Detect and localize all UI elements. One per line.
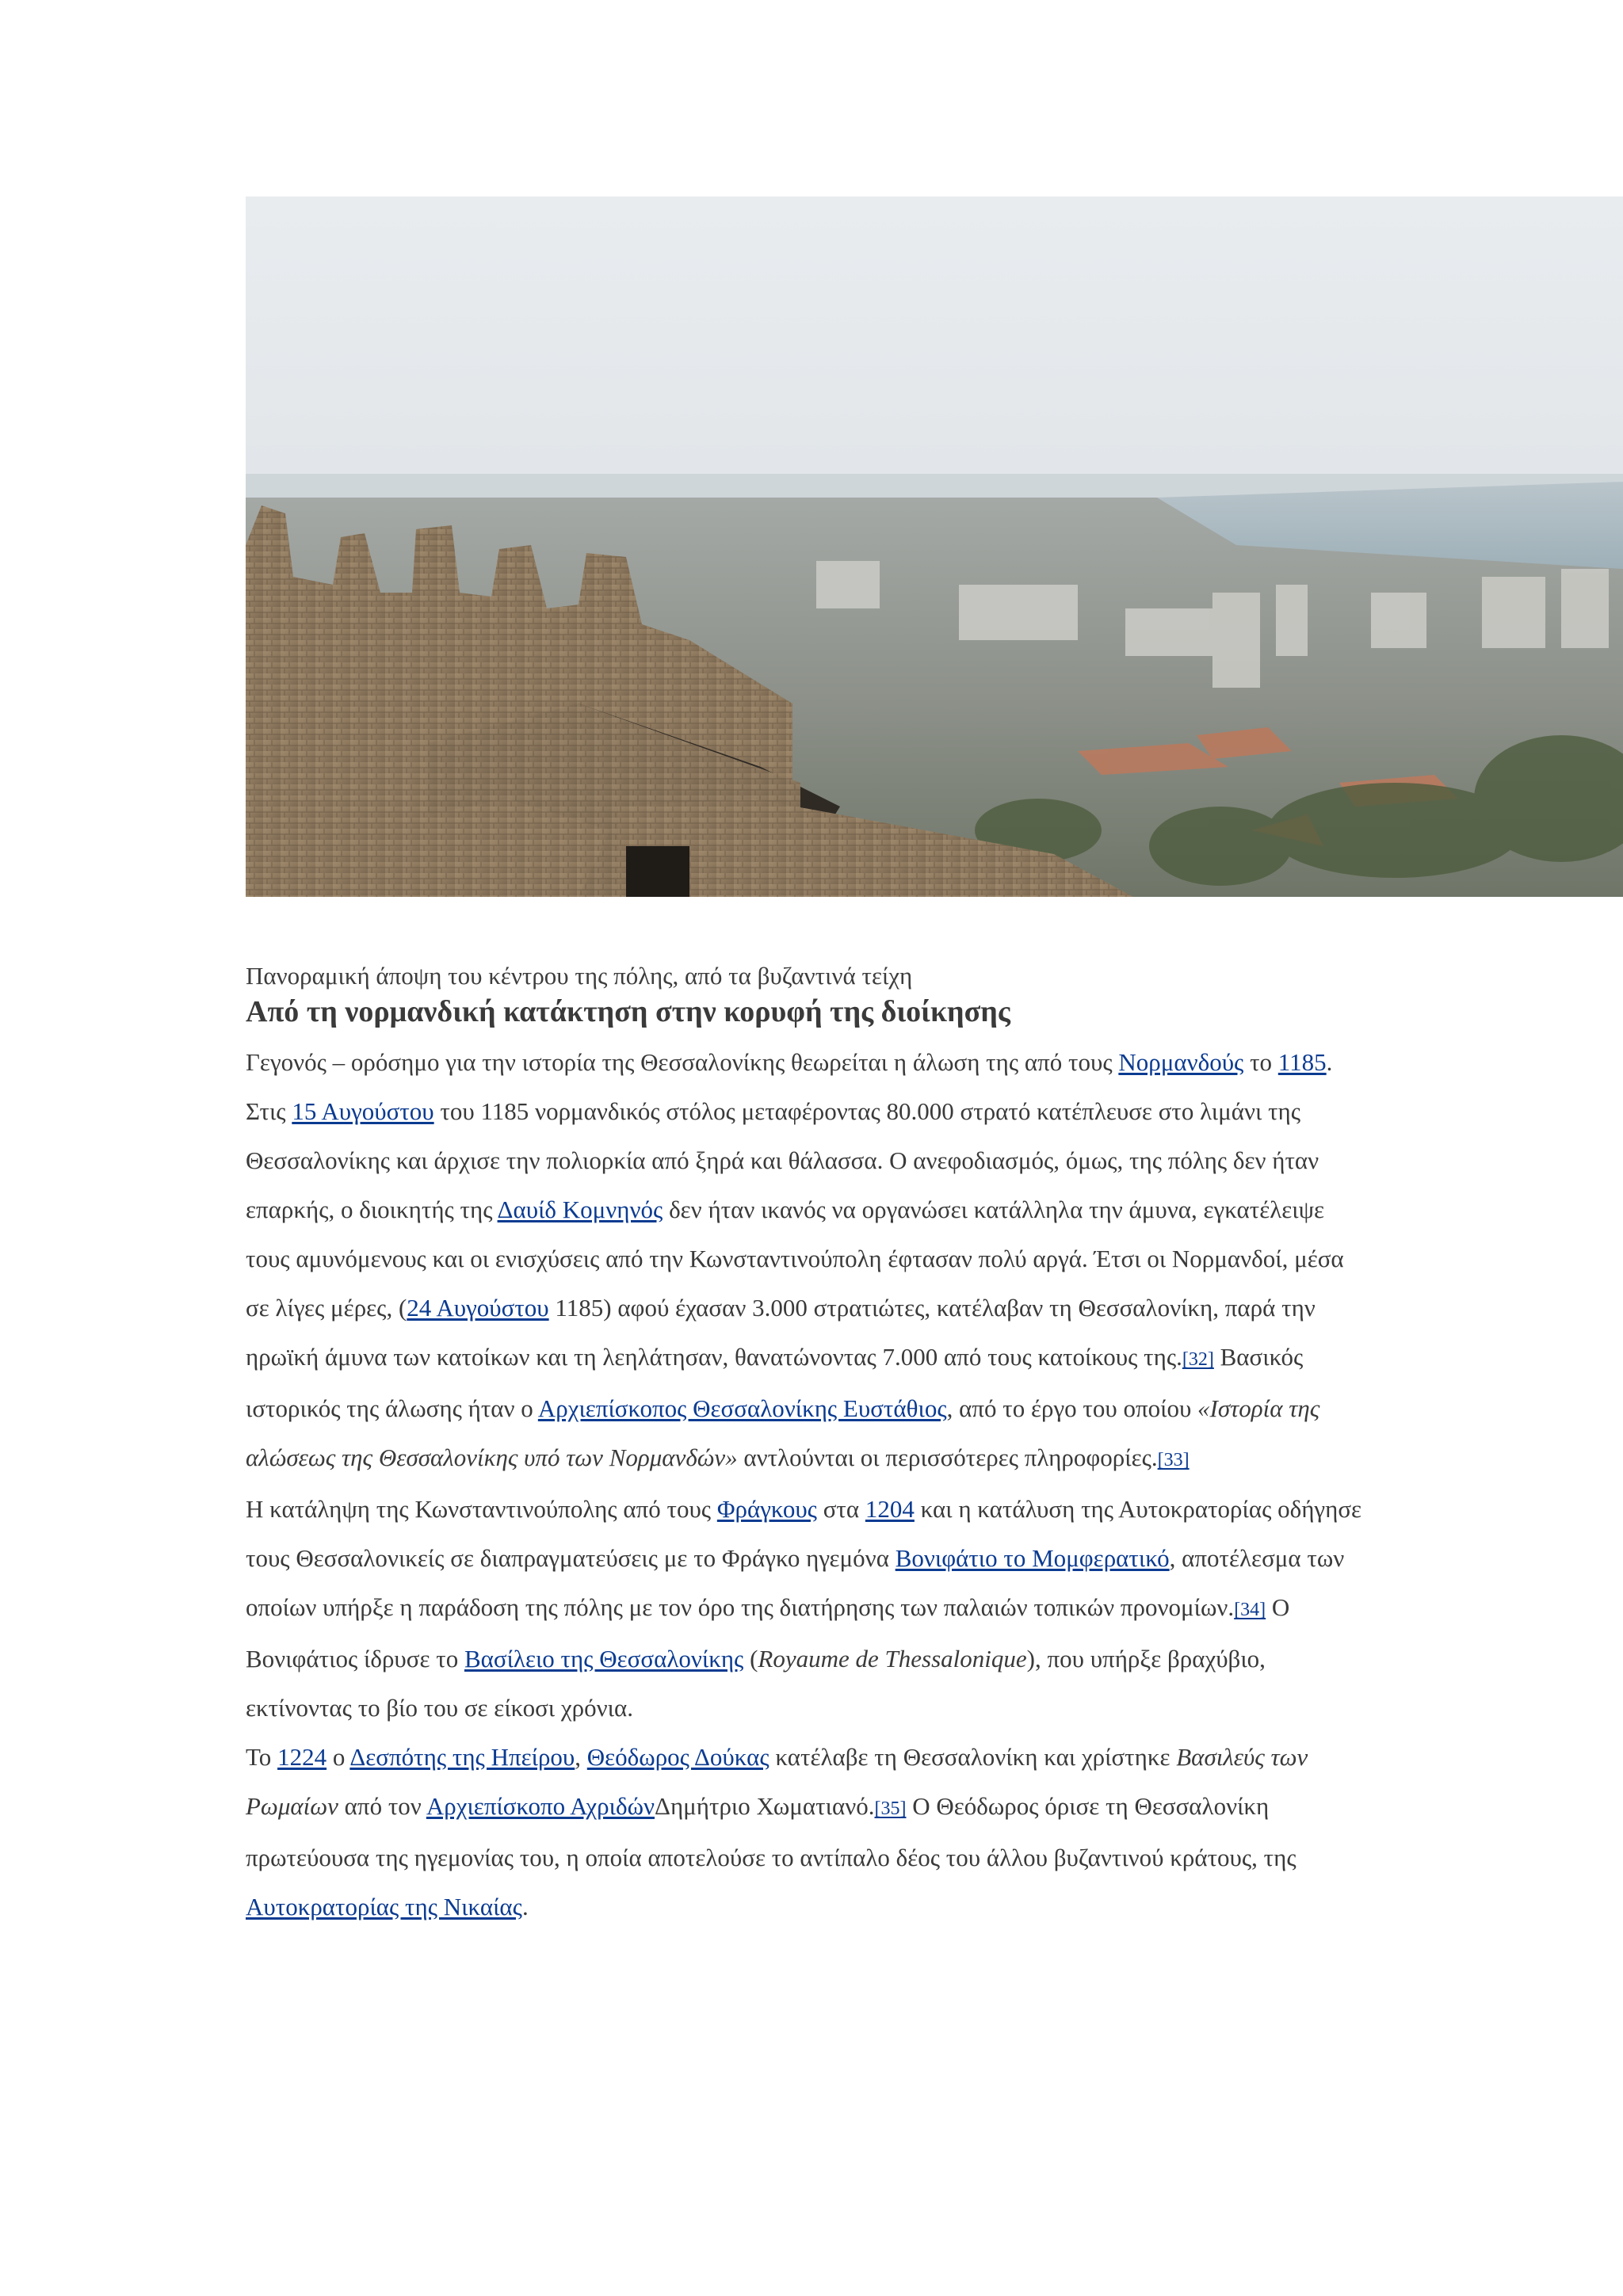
paragraph-frankish-rule — [246, 1485, 1371, 1733]
reference-34[interactable]: [34] — [1234, 1600, 1266, 1620]
section-heading: Από τη νορμανδική κατάκτηση στην κορυφή της διοίκησης — [246, 995, 1010, 1028]
p2-text: Η κατάληψη της Κωνσταντινούπολης από τους — [246, 1495, 717, 1523]
link-empire-nicaea[interactable]: Αυτοκρατορίας της Νικαίας — [246, 1893, 522, 1920]
link-archbishop-ohrid[interactable]: Αρχιεπίσκοπο Αχριδών — [426, 1792, 655, 1820]
p2-text: , αποτέλεσμα των οποίων υπήρξε η παράδοση της πόλης με τον όρο της διατήρησης των παλαιών τοπικών προνομίων. — [246, 1544, 1345, 1621]
city-panorama-photo — [246, 196, 1623, 897]
link-year-1224[interactable]: 1224 — [277, 1743, 327, 1771]
p1-text: . Στις — [246, 1048, 1333, 1125]
link-archbishop-eustathios[interactable]: Αρχιεπίσκοπος Θεσσαλονίκης Ευστάθιος — [537, 1394, 947, 1422]
p3-text: από τον — [338, 1792, 426, 1820]
link-franks[interactable]: Φράγκους — [716, 1495, 817, 1523]
panorama-illustration — [246, 196, 1623, 897]
p2-text: και η κατάλυση της Αυτοκρατορίας οδήγησε τους Θεσσαλονικείς σε διαπραγματεύσεις με το Φράγκο ηγεμόνα — [246, 1495, 1362, 1572]
link-david-komnenos[interactable]: Δαυίδ Κομνηνός — [497, 1196, 663, 1223]
p1-text: αντλούνται οι περισσότερες πληροφορίες. — [737, 1444, 1158, 1471]
p3-text: Ο Θεόδωρος όρισε τη Θεσσαλονίκη πρωτεύουσα της ηγεμονίας του, η οποία αποτελούσε το αντίπαλο δέος του άλλου βυζαντινού κράτους, της — [246, 1792, 1296, 1871]
p1-text: δεν ήταν ικανός να οργανώσει κατάλληλα την άμυνα, εγκατέλειψε τους αμυνόμενους και οι ενισχύσεις από την Κωνσταντινούπολη έφτασαν πολύ αργά. Έτσι οι Νορμανδοί, μέσα σε λίγες μέρες, ( — [246, 1196, 1344, 1322]
article-content — [246, 960, 1371, 1932]
p1-text: , από το έργο του οποίου — [946, 1394, 1198, 1422]
p2-text: ( — [743, 1645, 758, 1672]
link-year-1185[interactable]: 1185 — [1277, 1048, 1327, 1076]
p3-text: , — [575, 1743, 587, 1771]
paragraph-epirus-rule — [246, 1733, 1371, 1932]
french-name: Royaume de Thessalonique — [758, 1645, 1027, 1672]
p1-text: Γεγονός – ορόσημο για την ιστορία της Θεσσαλονίκης θεωρείται η άλωση της από τους — [246, 1048, 1119, 1076]
p2-text: Ο Βονιφάτιος ίδρυσε το — [246, 1593, 1290, 1672]
link-kingdom-thessalonica[interactable]: Βασίλειο της Θεσσαλονίκης — [464, 1645, 744, 1672]
reference-35[interactable]: [35] — [874, 1798, 907, 1819]
reference-33[interactable]: [33] — [1157, 1450, 1190, 1470]
link-15-august[interactable]: 15 Αυγούστου — [292, 1097, 434, 1125]
link-theodore-doukas[interactable]: Θεόδωρος Δούκας — [586, 1743, 769, 1771]
p1-text: Βασικός ιστορικός της άλωσης ήταν ο — [246, 1343, 1304, 1422]
p3-text: Δημήτριο Χωματιανό. — [655, 1792, 875, 1820]
p3-text: ο — [327, 1743, 350, 1771]
p1-text: 1185) αφού έχασαν 3.000 στρατιώτες, κατέλαβαν τη Θεσσαλονίκη, παρά την ηρωϊκή άμυνα των κατοίκων και τη λεηλάτησαν, θανατώνοντας 7.000 από τους κατοίκους της. — [246, 1294, 1316, 1371]
link-normans[interactable]: Νορμανδούς — [1118, 1048, 1244, 1076]
p3-text: κατέλαβε τη Θεσσαλονίκη και χρίστηκε — [769, 1743, 1177, 1771]
p2-text: ), που υπήρξε βραχύβιο, εκτίνοντας το βίο του σε είκοσι χρόνια. — [246, 1645, 1266, 1722]
photo-caption: Πανοραμική άποψη του κέντρου της πόλης, από τα βυζαντινά τείχη — [246, 962, 913, 990]
p1-text: του 1185 νορμανδικός στόλος μεταφέροντας 80.000 στρατό κατέπλευσε στο λιμάνι της Θεσσαλονίκης και άρχισε την πολιορκία από ξηρά και θάλασσα. Ο ανεφοδιασμός, όμως, της πόλης δεν ήταν επαρκής, ο διοικητής της — [246, 1097, 1319, 1223]
p1-text: το — [1243, 1048, 1278, 1076]
link-24-august[interactable]: 24 Αυγούστου — [407, 1294, 549, 1322]
p2-text: στα — [816, 1495, 865, 1523]
p3-text: Το — [246, 1743, 278, 1771]
title-emperor: Βασιλεύς των Ρωμαίων — [246, 1743, 1308, 1820]
reference-32[interactable]: [32] — [1182, 1349, 1214, 1370]
link-year-1204[interactable]: 1204 — [865, 1495, 915, 1523]
paragraph-norman-conquest — [246, 1038, 1371, 1485]
book-title: «Ιστορία της αλώσεως της Θεσσαλονίκης υπό των Νορμανδών» — [246, 1394, 1320, 1471]
link-despot-epirus[interactable]: Δεσπότης της Ηπείρου — [349, 1743, 575, 1771]
p3-text: . — [521, 1893, 529, 1920]
link-boniface-montferrat[interactable]: Βονιφάτιο το Μομφερατικό — [895, 1544, 1170, 1572]
